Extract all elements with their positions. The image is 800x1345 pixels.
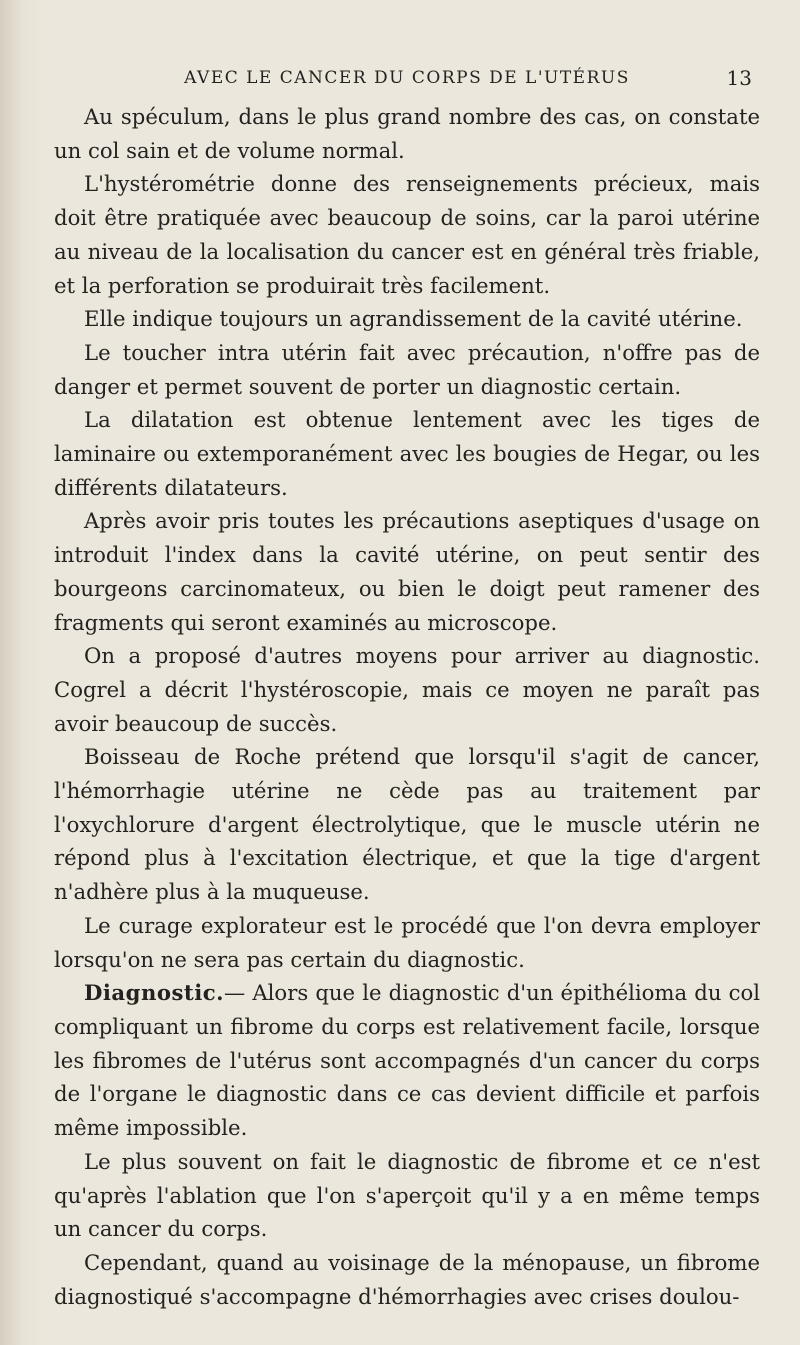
- paragraph: Elle indique toujours un agrandissement de la cavité utérine.: [84, 306, 743, 332]
- page-number: 13: [726, 66, 752, 90]
- paragraph: Boisseau de Roche prétend que lorsqu'il s'agit de cancer, l'hémorrhagie utérine ne cède pas au traitement par l'oxychlorure d'argent électrolytique, que le muscle utérin ne répond plus à l'excitation électrique, et que la tige d'argent n'adhère plus à la muqueuse.: [54, 744, 760, 905]
- section-run-in-heading: Diagnostic.: [84, 980, 225, 1006]
- paragraph: Le curage explorateur est le procédé que l'on devra employer lorsqu'on ne sera pas certain du diagnostic.: [54, 912, 760, 972]
- paragraph: Au spéculum, dans le plus grand nombre des cas, on constate un col sain et de volume normal.: [54, 104, 760, 163]
- paragraph: Le toucher intra utérin fait avec précaution, n'offre pas de danger et permet souvent de porter un diagnostic certain.: [54, 339, 760, 399]
- paragraph: L'hystérométrie donne des renseignements précieux, mais doit être pratiquée avec beaucoup de soins, car la paroi utérine au niveau de la localisation du cancer est en général très friable, et la perforation se produirait très facilement.: [54, 171, 760, 298]
- running-head: [54, 68, 760, 100]
- paragraph: Cependant, quand au voisinage de la ménopause, un fibrome diagnostiqué s'accompagne d'hémorrhagies avec crises doulou-: [54, 1249, 760, 1309]
- paragraph: La dilatation est obtenue lentement avec les tiges de laminaire ou extemporanément avec les bougies de Hegar, ou les différents dilatateurs.: [54, 407, 760, 500]
- running-title: AVEC LE CANCER DU CORPS DE L'UTÉRUS: [184, 68, 630, 88]
- paragraph: Le plus souvent on fait le diagnostic de fibrome et ce n'est qu'après l'ablation que l'on s'aperçoit qu'il y a en même temps un cancer du corps.: [54, 1148, 760, 1242]
- paragraph-text: — Alors que le diagnostic d'un épithélioma du col compliquant un fibrome du corps est relativement facile, lorsque les fibromes de l'utérus sont accompagnés d'un cancer du corps de l'organe le diagnostic dans ce cas devient difficile et parfois même impossible.: [54, 980, 760, 1141]
- paragraph: Après avoir pris toutes les précautions aseptiques d'usage on introduit l'index dans la cavité utérine, on peut sentir des bourgeons carcinomateux, ou bien le doigt peut ramener des fragments qui seront examinés au microscope.: [54, 508, 760, 635]
- body-text: [54, 100, 760, 1313]
- paragraph: On a proposé d'autres moyens pour arriver au diagnostic. Cogrel a décrit l'hystéroscopie, mais ce moyen ne paraît pas avoir beaucoup de succès.: [54, 643, 760, 736]
- paragraph-diagnostic: [54, 976, 760, 1145]
